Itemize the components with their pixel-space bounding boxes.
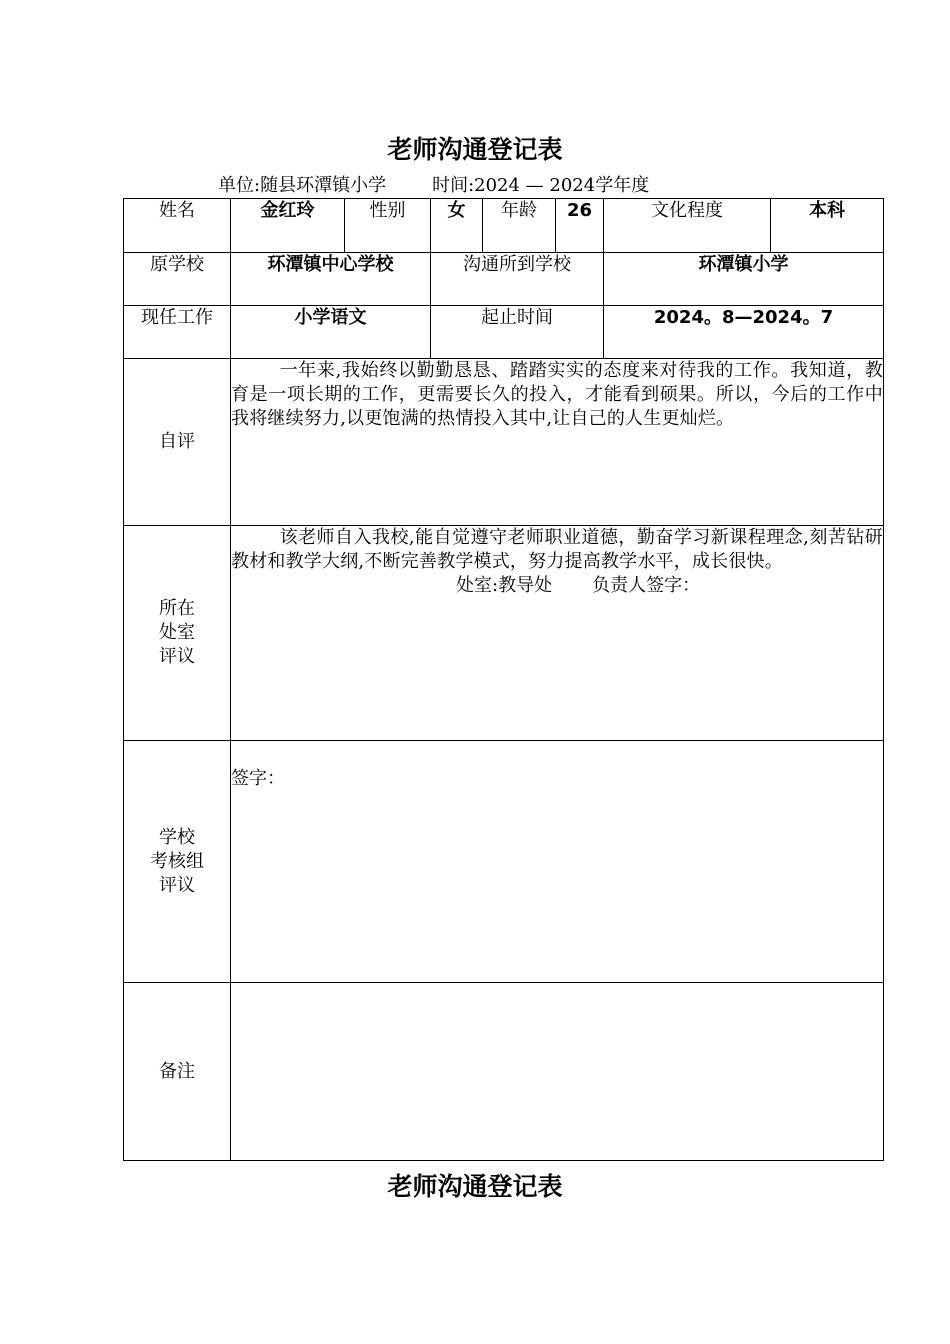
remarks-label: 备注 — [124, 983, 231, 1161]
age-label: 年龄 — [483, 199, 556, 253]
table-row — [124, 741, 884, 983]
table-row — [124, 983, 884, 1161]
target-school-label: 沟通所到学校 — [431, 253, 604, 306]
dept-eval-label: 所在 处室 评议 — [124, 526, 231, 741]
school-signature-label: 签字： — [231, 768, 285, 789]
period-label: 起止时间 — [431, 306, 604, 359]
table-row — [124, 526, 884, 741]
unit-text: 单位:随县环潭镇小学 — [218, 175, 387, 196]
dept-eval-text: 该老师自入我校,能自觉遵守老师职业道德，勤奋学习新课程理念,刻苦钻研教材和教学大纲,不断完善教学模式，努力提高教学水平，成长很快。 — [231, 527, 883, 572]
self-eval-label: 自评 — [124, 359, 231, 526]
form-subtitle — [218, 174, 649, 198]
dept-sign-line — [231, 574, 883, 598]
current-job-value: 小学语文 — [231, 306, 431, 359]
current-job-label: 现任工作 — [124, 306, 231, 359]
original-school-label: 原学校 — [124, 253, 231, 306]
next-page-title: 老师沟通登记表 — [387, 1172, 563, 1201]
period-value: 2024。8—2024。7 — [604, 306, 884, 359]
gender-label: 性别 — [345, 199, 431, 253]
gender-value: 女 — [431, 199, 483, 253]
school-eval-label: 学校 考核组 评议 — [124, 741, 231, 983]
target-school-value: 环潭镇小学 — [604, 253, 884, 306]
dept-eval-cell — [231, 526, 884, 741]
school-eval-cell — [231, 741, 884, 983]
table-row — [124, 359, 884, 526]
education-value: 本科 — [771, 199, 884, 253]
page-title: 老师沟通登记表 — [387, 135, 563, 164]
dept-signature-label: 负责人签字： — [592, 575, 701, 596]
table-row — [124, 199, 884, 253]
original-school-value: 环潭镇中心学校 — [231, 253, 431, 306]
self-eval-cell — [231, 359, 884, 526]
table-row — [124, 306, 884, 359]
registration-table — [123, 198, 884, 1161]
dept-name: 处室:教导处 — [456, 575, 553, 596]
remarks-cell — [231, 983, 884, 1161]
self-eval-text: 一年来,我始终以勤勤恳恳、踏踏实实的态度来对待我的工作。我知道，教育是一项长期的工作，更需要长久的投入，才能看到硕果。所以，今后的工作中我将继续努力,以更饱满的热情投入其中,让自己的人生更灿烂。 — [231, 360, 883, 429]
table-row — [124, 253, 884, 306]
age-value: 26 — [556, 199, 604, 253]
name-value: 金红玲 — [231, 199, 345, 253]
period-text: 时间:2024 — 2024学年度 — [432, 175, 650, 196]
education-label: 文化程度 — [604, 199, 771, 253]
name-label: 姓名 — [124, 199, 231, 253]
